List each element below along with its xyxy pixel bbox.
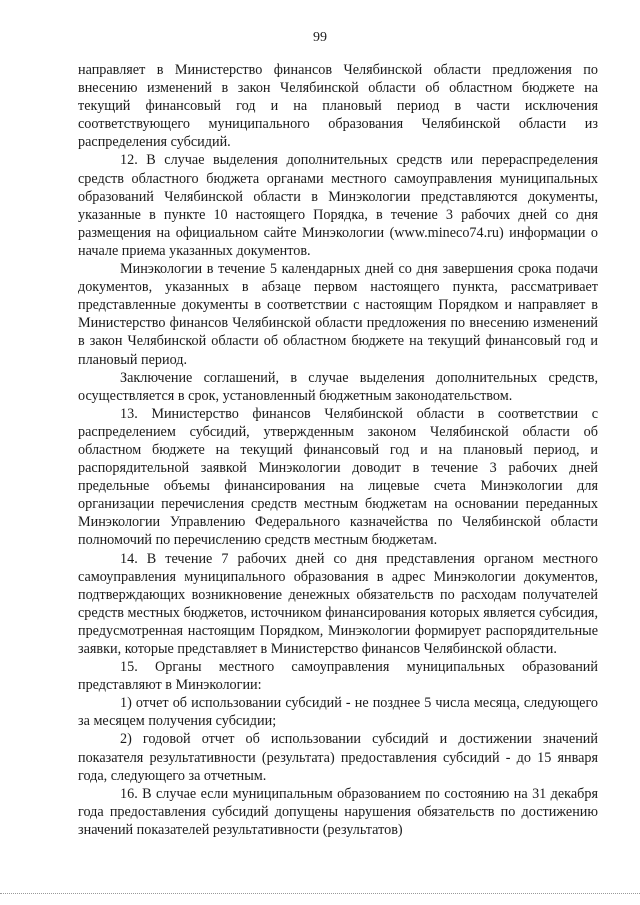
paragraph-item-12-review: Минэкологии в течение 5 календарных дней со дня завершения срока подачи документов, указанных в абзаце первом настоящего пункта, рассматривает представленные документы в соответствии с настоящим Порядком и направляет в Министерство финансов Челябинской области предложения по внесению изменений в закон Челябинской области об областном бюджете на текущий финансовый год и плановый период. — [78, 261, 598, 368]
page-bottom-edge — [0, 893, 640, 894]
paragraph-item-12-agreements: Заключение соглашений, в случае выделения дополнительных средств, осуществляется в срок, установленный бюджетным законодательством. — [78, 369, 598, 404]
paragraph-item-15-2: 2) годовой отчет об использовании субсидий и достижении значений показателя результативности (результата) предоставления субсидий - до 15 января года, следующего за отчетным. — [78, 731, 598, 784]
paragraph-item-15-1: 1) отчет об использовании субсидий - не позднее 5 числа месяца, следующего за месяцем получения субсидии; — [78, 695, 598, 730]
paragraph-item-13: 13. Министерство финансов Челябинской области в соответствии с распределением субсидий, утвержденным законом Челябинской области об областном бюджете на текущий финансовый год и на плановый период, и распорядительной заявкой Минэкологии доводит в течение 3 рабочих дней предельные объемы финансирования на лицевые счета Минэкологии для организации перечисления средств местным бюджетам на основании переданных Минэкологии Управлению Федерального казначейства по Челябинской области полномочий по перечислению средств местным бюджетам. — [78, 405, 598, 549]
paragraph-item-12: 12. В случае выделения дополнительных средств или перераспределения средств областного бюджета органами местного самоуправления муниципальных образований Челябинской области в Минэкологии представляются документы, указанные в пункте 10 настоящего Порядка, в течение 3 рабочих дней со дня размещения на официальном сайте Минэкологии (www.mineco74.ru) информации о начале приема указанных документов. — [78, 152, 598, 259]
paragraph-continuation: направляет в Министерство финансов Челябинской области предложения по внесению изменений в закон Челябинской области об областном бюджете на текущий финансовый год и на плановый период в части исключения соответствующего муниципального образования Челябинской области из распределения субсидий. — [78, 62, 598, 151]
page-number: 99 — [313, 30, 327, 45]
paragraph-item-14: 14. В течение 7 рабочих дней со дня представления органом местного самоуправления муниципального образования в адрес Минэкологии документов, подтверждающих возникновение денежных обязательств по расходам получателей средств местных бюджетов, источником финансирования которых является субсидия, предусмотренная настоящим Порядком, Минэкологии формирует распорядительные заявки, которые представляет в Министерство финансов Челябинской области. — [78, 550, 598, 657]
paragraph-item-15: 15. Органы местного самоуправления муниципальных образований представляют в Минэкологии: — [78, 659, 598, 694]
paragraph-item-16: 16. В случае если муниципальным образованием по состоянию на 31 декабря года предоставления субсидий допущены нарушения обязательств по достижению значений показателей результативности (результатов) — [78, 785, 598, 838]
document-body — [78, 61, 598, 839]
